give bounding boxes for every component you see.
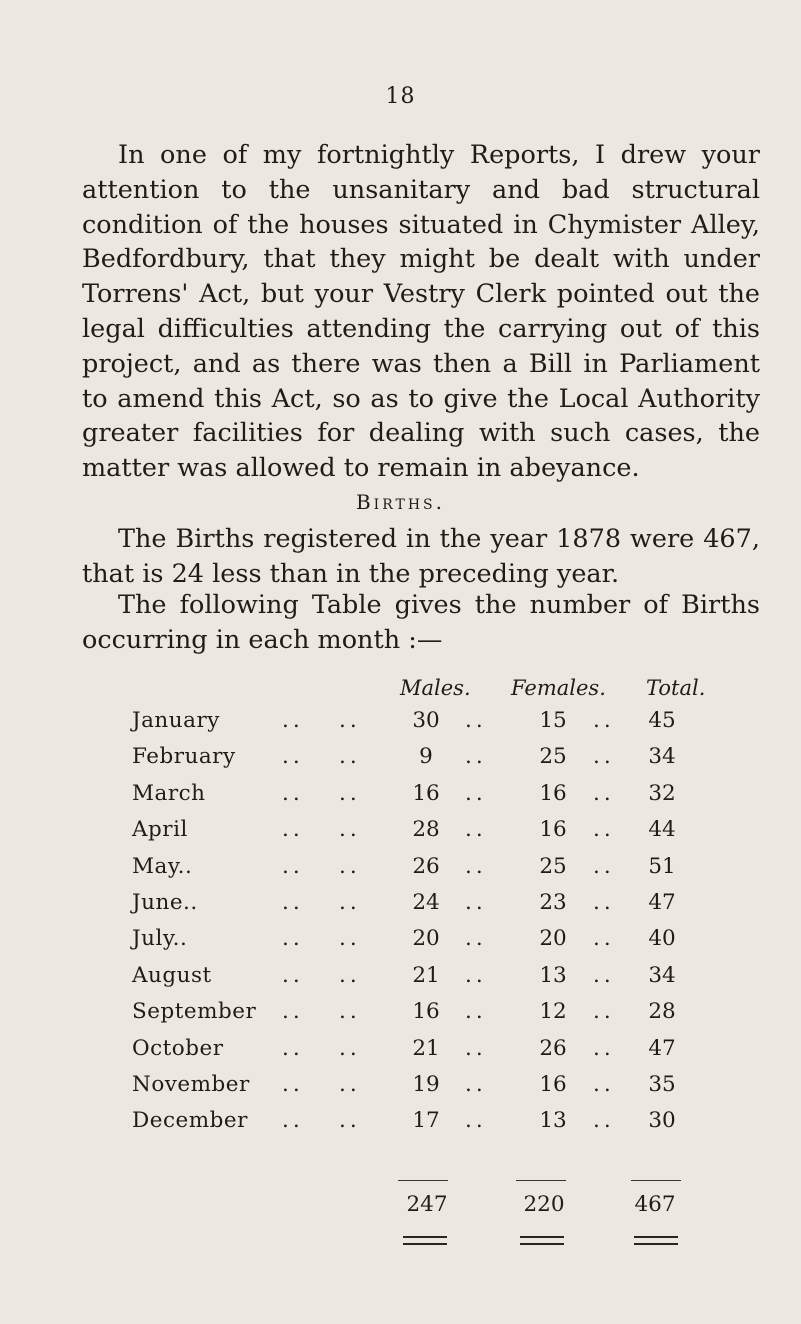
- section-heading-births: Births.: [355, 490, 446, 514]
- males-cell: 28: [412, 817, 440, 843]
- total-all: 467: [634, 1192, 676, 1217]
- table-row: [0, 999, 801, 1029]
- leader-dots: ..: [593, 962, 615, 988]
- leader-dots: ..: [339, 853, 361, 879]
- leader-dots: ..: [339, 999, 361, 1025]
- total-females: 220: [523, 1192, 565, 1217]
- leader-dots: ..: [465, 708, 487, 733]
- paragraph-births-registered: The Births registered in the year 1878 were 467, that is 24 less than in the preceding year.: [82, 524, 760, 589]
- table-row: [0, 744, 801, 774]
- leader-dots: ..: [593, 999, 615, 1025]
- table-row: [0, 926, 801, 956]
- total-males: 247: [406, 1192, 448, 1217]
- sum-rule-total: [631, 1180, 681, 1181]
- table-row: [0, 1108, 801, 1138]
- males-cell: 21: [412, 1035, 440, 1061]
- month-cell: July..: [132, 926, 188, 952]
- leader-dots: ..: [593, 817, 615, 843]
- total-cell: 28: [648, 999, 676, 1025]
- month-cell: January: [132, 708, 220, 733]
- females-cell: 25: [539, 744, 567, 770]
- paragraph-torrens-act: In one of my fortnightly Reports, I drew your attention to the unsanitary and bad structural condition of the houses situated in Chymister Alley, Bedfordbury, that they might be dealt with under Torrens' Act, but your Vestry Clerk pointed out the legal difficulties attending the carrying out of this project, and as there was then a Bill in Parliament to amend this Act, so as to give the Local Authority greater facilities for dealing with such cases, the matter was allowed to remain in abeyance.: [82, 140, 760, 484]
- month-cell: May..: [132, 853, 193, 879]
- month-cell: June..: [132, 890, 198, 915]
- leader-dots: ..: [282, 817, 304, 843]
- total-cell: 45: [648, 708, 676, 733]
- column-header-females: Females.: [511, 676, 606, 700]
- month-cell: October: [132, 1035, 224, 1061]
- males-cell: 9: [419, 744, 433, 770]
- leader-dots: ..: [282, 1035, 304, 1061]
- males-cell: 21: [412, 962, 440, 988]
- double-rule-total: [634, 1236, 678, 1245]
- total-cell: 34: [648, 962, 676, 988]
- column-header-total: Total.: [646, 676, 706, 700]
- females-cell: 23: [539, 890, 567, 915]
- total-cell: 47: [648, 1035, 676, 1061]
- leader-dots: ..: [339, 780, 361, 806]
- males-cell: 24: [412, 890, 440, 915]
- leader-dots: ..: [282, 780, 304, 806]
- double-rule-females: [520, 1236, 564, 1245]
- leader-dots: ..: [593, 890, 615, 915]
- total-cell: 35: [648, 1072, 676, 1097]
- page-number: 18: [385, 84, 416, 109]
- sum-rule-females: [516, 1180, 566, 1181]
- leader-dots: ..: [339, 926, 361, 952]
- leader-dots: ..: [465, 817, 487, 843]
- males-cell: 17: [412, 1108, 440, 1134]
- column-header-males: Males.: [400, 676, 471, 700]
- leader-dots: ..: [465, 1108, 487, 1134]
- table-row: [0, 963, 801, 993]
- leader-dots: ..: [593, 1035, 615, 1061]
- females-cell: 13: [539, 962, 567, 988]
- males-cell: 16: [412, 780, 440, 806]
- table-row: [0, 1036, 801, 1066]
- leader-dots: ..: [593, 780, 615, 806]
- total-cell: 30: [648, 1108, 676, 1134]
- leader-dots: ..: [465, 744, 487, 770]
- leader-dots: ..: [465, 962, 487, 988]
- females-cell: 25: [539, 853, 567, 879]
- leader-dots: ..: [339, 708, 361, 733]
- leader-dots: ..: [282, 853, 304, 879]
- month-cell: March: [132, 780, 206, 806]
- month-cell: November: [132, 1072, 250, 1097]
- males-cell: 30: [412, 708, 440, 733]
- table-row: [0, 708, 801, 738]
- month-cell: December: [132, 1108, 248, 1134]
- males-cell: 19: [412, 1072, 440, 1097]
- total-cell: 44: [648, 817, 676, 843]
- month-cell: April: [132, 817, 188, 843]
- births-by-month-table: [0, 672, 801, 1252]
- table-row: [0, 817, 801, 847]
- sum-rule-males: [398, 1180, 448, 1181]
- females-cell: 15: [539, 708, 567, 733]
- month-cell: September: [132, 999, 257, 1025]
- total-cell: 40: [648, 926, 676, 952]
- leader-dots: ..: [465, 1035, 487, 1061]
- males-cell: 20: [412, 926, 440, 952]
- leader-dots: ..: [339, 890, 361, 915]
- leader-dots: ..: [282, 999, 304, 1025]
- leader-dots: ..: [339, 744, 361, 770]
- leader-dots: ..: [465, 999, 487, 1025]
- leader-dots: ..: [465, 1072, 487, 1097]
- table-row: [0, 1072, 801, 1102]
- leader-dots: ..: [593, 708, 615, 733]
- total-cell: 51: [648, 853, 676, 879]
- females-cell: 16: [539, 817, 567, 843]
- total-cell: 47: [648, 890, 676, 915]
- males-cell: 16: [412, 999, 440, 1025]
- table-row: [0, 890, 801, 920]
- leader-dots: ..: [282, 708, 304, 733]
- females-cell: 16: [539, 1072, 567, 1097]
- leader-dots: ..: [593, 926, 615, 952]
- leader-dots: ..: [339, 1035, 361, 1061]
- leader-dots: ..: [465, 780, 487, 806]
- total-cell: 34: [648, 744, 676, 770]
- leader-dots: ..: [282, 1072, 304, 1097]
- double-rule-males: [403, 1236, 447, 1245]
- females-cell: 16: [539, 780, 567, 806]
- total-cell: 32: [648, 780, 676, 806]
- leader-dots: ..: [593, 1108, 615, 1134]
- leader-dots: ..: [339, 1072, 361, 1097]
- table-row: [0, 781, 801, 811]
- females-cell: 26: [539, 1035, 567, 1061]
- leader-dots: ..: [465, 926, 487, 952]
- leader-dots: ..: [282, 1108, 304, 1134]
- month-cell: August: [132, 962, 212, 988]
- females-cell: 20: [539, 926, 567, 952]
- leader-dots: ..: [282, 744, 304, 770]
- leader-dots: ..: [339, 962, 361, 988]
- leader-dots: ..: [593, 853, 615, 879]
- leader-dots: ..: [465, 853, 487, 879]
- month-cell: February: [132, 744, 236, 770]
- leader-dots: ..: [593, 744, 615, 770]
- leader-dots: ..: [593, 1072, 615, 1097]
- females-cell: 13: [539, 1108, 567, 1134]
- table-row: [0, 854, 801, 884]
- leader-dots: ..: [339, 817, 361, 843]
- leader-dots: ..: [339, 1108, 361, 1134]
- males-cell: 26: [412, 853, 440, 879]
- leader-dots: ..: [282, 926, 304, 952]
- leader-dots: ..: [465, 890, 487, 915]
- females-cell: 12: [539, 999, 567, 1025]
- leader-dots: ..: [282, 890, 304, 915]
- paragraph-table-intro: The following Table gives the number of Births occurring in each month :—: [82, 590, 760, 655]
- leader-dots: ..: [282, 962, 304, 988]
